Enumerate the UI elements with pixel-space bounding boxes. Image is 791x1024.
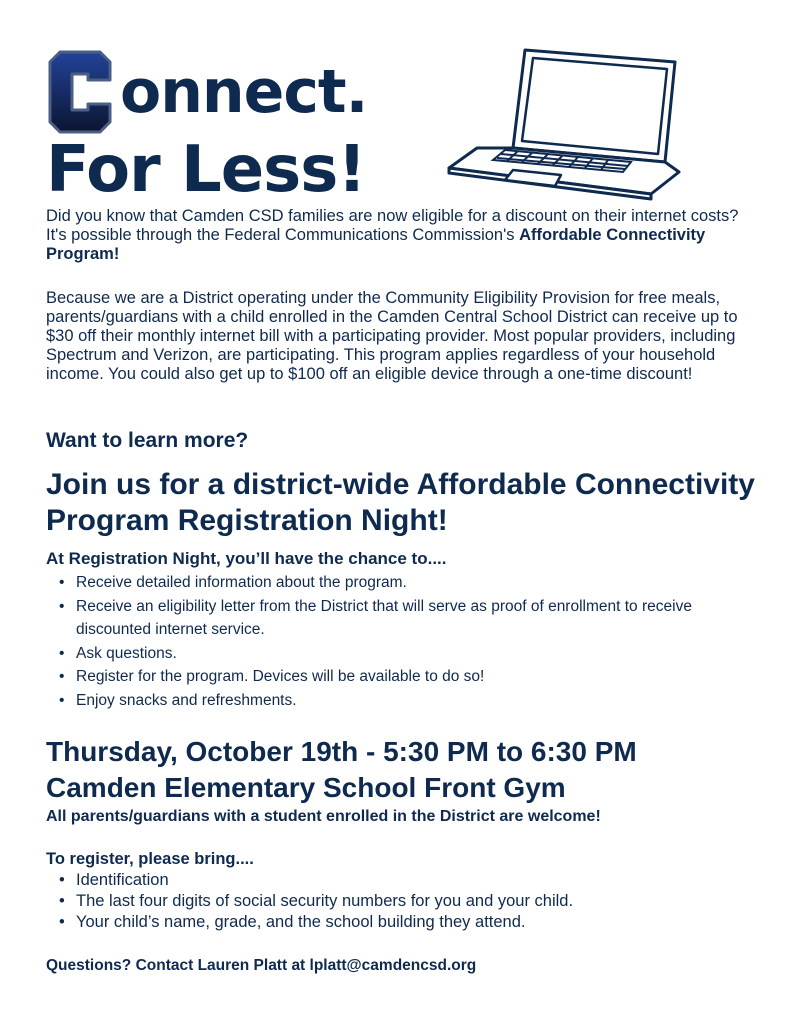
eligibility-paragraph: Because we are a District operating under the Community Eligibility Provision for free meals, parents/guardians with a child enrolled in the Camden Central School District can receive up to $30 off their monthly internet bill with a participating provider. Most popular providers, including Spectrum and Verizon, are participating. This program applies regardless of your household income. You could also get up to $100 off an eligible device through a one-time discount! xyxy=(46,289,738,383)
want-heading: Want to learn more? xyxy=(46,429,249,452)
bring-heading: To register, please bring.... xyxy=(46,850,254,868)
list-item: • The last four digits of social security numbers for you and your child. xyxy=(58,891,758,912)
for-less-heading: For Less! xyxy=(46,133,366,207)
chance-heading: At Registration Night, you’ll have the chance to.... xyxy=(46,549,447,568)
event-welcome: All parents/guardians with a student enrolled in the District are welcome! xyxy=(46,808,601,825)
bring-list xyxy=(58,870,758,933)
contact-email-link[interactable]: lplatt@camdencsd.org xyxy=(309,957,477,974)
contact-prefix: Questions? Contact Lauren Platt at xyxy=(46,957,310,974)
event-location: Camden Elementary School Front Gym xyxy=(46,772,566,803)
laptop-icon xyxy=(443,44,683,204)
list-item: • Register for the program. Devices will be available to do so! xyxy=(58,665,758,689)
program-name: Affordable Connectivity Program! xyxy=(46,226,706,263)
intro-text: Did you know that Camden CSD families are now eligible for a discount on their internet costs? It's possible through the Federal Communications Commission's xyxy=(46,207,739,244)
connect-heading: onnect. xyxy=(120,57,368,127)
list-item: • Your child’s name, grade, and the school building they attend. xyxy=(58,912,758,933)
intro-paragraph xyxy=(46,207,758,264)
list-item: • Receive detailed information about the program. xyxy=(58,571,758,595)
list-item: • Enjoy snacks and refreshments. xyxy=(58,689,758,713)
camden-c-logo xyxy=(48,50,112,134)
event-date-time: Thursday, October 19th - 5:30 PM to 6:30 PM xyxy=(46,736,637,767)
contact-line xyxy=(46,956,476,976)
list-item: • Identification xyxy=(58,870,758,891)
chance-list xyxy=(58,571,758,712)
join-heading: Join us for a district-wide Affordable Connectivity Program Registration Night! xyxy=(46,468,755,537)
list-item: • Receive an eligibility letter from the District that will serve as proof of enrollment to receive discounted internet service. xyxy=(58,595,758,642)
list-item: • Ask questions. xyxy=(58,642,758,666)
